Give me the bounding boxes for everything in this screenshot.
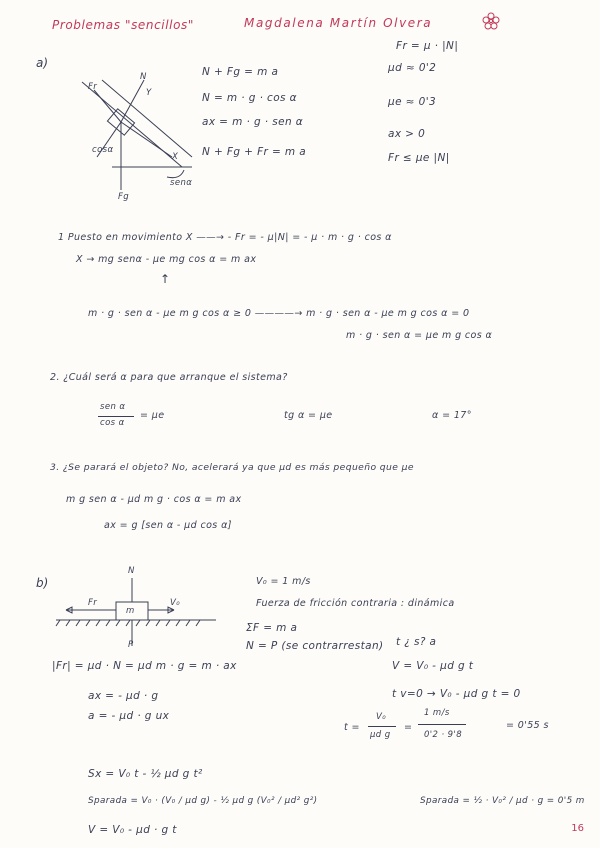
diagram-n-label: N xyxy=(140,72,147,82)
q2-line-1: 2. ¿Cuál será α para que arranque el sistema? xyxy=(50,372,288,383)
q3-line-1: 3. ¿Se parará el objeto? No, acelerará ya que μd es más pequeño que μe xyxy=(50,462,414,473)
t-calc-equals: = xyxy=(404,722,413,733)
right-col-3: μe ≈ 0'3 xyxy=(388,96,437,108)
page-title: Problemas "sencillos" xyxy=(52,18,195,32)
q1-line-4: m · g · sen α = μe m g cos α xyxy=(346,330,493,341)
initial-velocity: V₀ = 1 m/s xyxy=(256,576,311,587)
t-calc-denominator: μd g xyxy=(370,730,391,740)
diagram-b-fr-label: Fr xyxy=(88,598,98,608)
horizontal-block-diagram xyxy=(56,570,216,660)
author-name: Magdalena Martín Olvera xyxy=(244,16,433,30)
fraction-bar xyxy=(368,726,396,727)
right-col-1: Fr = μ · |N| xyxy=(396,40,459,52)
q3-line-3: ax = g [sen α - μd cos α] xyxy=(104,520,232,531)
q2-fraction-numerator: sen α xyxy=(100,402,126,412)
equation-2: N = m · g · cos α xyxy=(202,92,297,104)
q3-line-2: m g sen α - μd m g · cos α = m ax xyxy=(66,494,242,505)
diagram-cos-label: cosα xyxy=(92,145,114,155)
velocity-equation: V = V₀ - μd g t xyxy=(392,660,474,672)
fraction-bar xyxy=(418,724,466,725)
diagram-x-label: X xyxy=(172,152,179,162)
fraction-bar xyxy=(98,416,134,417)
diagram-sen-label: senα xyxy=(170,178,193,188)
right-col-4: ax > 0 xyxy=(388,128,426,140)
t-calc-t: t = xyxy=(344,722,360,733)
diagram-b-n-label: N xyxy=(128,566,135,576)
friction-text: Fuerza de fricción contraria : dinámica xyxy=(256,598,455,609)
left-eq-2: ax = - μd · g xyxy=(88,690,159,702)
time-question: t ¿ s? a xyxy=(396,636,437,648)
stopping-distance-equation: Sparada = V₀ · (V₀ / μd g) - ½ μd g (V₀² / μd² g²) xyxy=(88,796,318,806)
equation-3: ax = m · g · sen α xyxy=(202,116,304,128)
q2-result: α = 17° xyxy=(432,410,472,421)
q2-fraction-denominator: cos α xyxy=(100,418,125,428)
right-col-2: μd ≈ 0'2 xyxy=(388,62,437,74)
diagram-b-m-label: m xyxy=(126,606,135,616)
q1-line-3: m · g · sen α - μe m g cos α ≥ 0 ————→ m · g · sen α - μe m g cos α = 0 xyxy=(88,308,470,319)
equation-1: N + Fg = m a xyxy=(202,66,279,78)
up-arrow-icon: ↑ xyxy=(160,272,171,286)
q1-line-1: 1 Puesto en movimiento X ——→ - Fr = - μ|N| = - μ · m · g · cos α xyxy=(58,232,392,243)
final-velocity-equation: V = V₀ - μd · g t xyxy=(88,824,177,836)
diagram-b-v-label: V₀ xyxy=(170,598,181,608)
q1-line-2: X → mg senα - μe mg cos α = m ax xyxy=(76,254,257,265)
part-b-label: b) xyxy=(36,576,49,590)
q2-tangent: tg α = μe xyxy=(284,410,333,421)
diagram-y-label: Y xyxy=(146,88,152,98)
position-equation: Sx = V₀ t - ½ μd g t² xyxy=(88,768,203,780)
t-calc-denominator-2: 0'2 · 9'8 xyxy=(424,730,463,740)
sum-forces: ΣF = m a xyxy=(246,622,298,634)
diagram-b-p-label: P xyxy=(128,640,134,650)
left-eq-1: |Fr| = μd · N = μd m · g = m · ax xyxy=(52,660,237,672)
q2-equals: = μe xyxy=(140,410,165,421)
part-a-label: a) xyxy=(36,56,49,70)
equation-4: N + Fg + Fr = m a xyxy=(202,146,307,158)
t-calc-numerator: V₀ xyxy=(376,712,387,722)
diagram-fr-label: Fr xyxy=(88,82,98,92)
left-eq-3: a = - μd · g ux xyxy=(88,710,170,722)
normal-equals-weight: N = P (se contrarrestan) xyxy=(246,640,384,652)
page-number: 16 xyxy=(571,823,584,834)
stop-condition: t v=0 → V₀ - μd g t = 0 xyxy=(392,688,521,700)
t-result: = 0'55 s xyxy=(506,720,549,731)
stopping-distance-result: Sparada = ½ · V₀² / μd · g = 0'5 m xyxy=(420,796,585,806)
flower-icon xyxy=(482,12,500,30)
t-calc-numerator-2: 1 m/s xyxy=(424,708,450,718)
right-col-5: Fr ≤ μe |N| xyxy=(388,152,450,164)
diagram-fg-label: Fg xyxy=(118,192,130,202)
